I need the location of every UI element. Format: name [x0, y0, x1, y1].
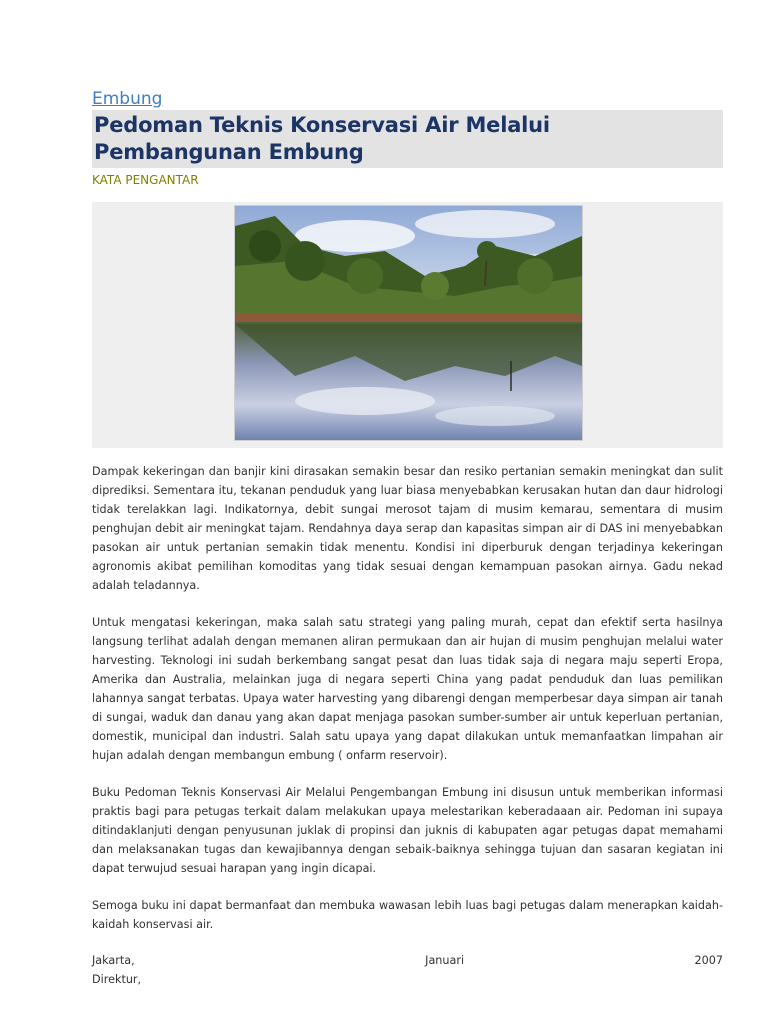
signature-city: Jakarta,	[92, 954, 135, 967]
photo-frame	[92, 202, 723, 448]
paragraph-3: Buku Pedoman Teknis Konservasi Air Melalui Pengembangan Embung ini disusun untuk memberikan informasi praktis bagi para petugas terkait dalam melakukan upaya melestarikan keberadaaan air. Pedoman ini supaya ditindaklanjuti dengan penyusunan juklak di propinsi dan juknis di kabupaten agar petugas dapat memahami dan melaksanakan tugas dan kewajibannya dengan sebaik-baiknya sehingga tujuan dan sasaran kegiatan ini dapat terwujud sesuai harapan yang ingin dicapai.	[92, 786, 723, 875]
section-label: KATA PENGANTAR	[92, 173, 199, 187]
document-page	[92, 86, 723, 989]
title-box	[92, 110, 723, 168]
body-text	[92, 462, 723, 934]
reservoir-image	[235, 206, 582, 440]
signature-role: Direktur,	[92, 973, 142, 986]
category-link[interactable]: Embung	[92, 89, 163, 109]
paragraph-1: Dampak kekeringan dan banjir kini dirasakan semakin besar dan resiko pertanian semakin meningkat dan sulit diprediksi. Sementara itu, tekanan penduduk yang luar biasa menyebabkan kerusakan hutan dan daur hidrologi tidak terelakkan lagi. Indikatornya, debit sungai merosot tajam di musim kemarau, sementara di musim penghujan debit air meningkat tajam. Rendahnya daya serap dan kapasitas simpan air di DAS ini menyebabkan pasokan air untuk pertanian semakin tidak menentu. Kondisi ini diperburuk dengan terjadinya kekeringan agronomis akibat pemilihan komoditas yang tidak sesuai dengan kemampuan pasokan airnya. Gadu nekad adalah teladannya.	[92, 465, 723, 592]
paragraph-4: Semoga buku ini dapat bermanfaat dan membuka wawasan lebih luas bagi petugas dalam menerapkan kaidah-kaidah konservasi air.	[92, 899, 723, 931]
paragraph-2: Untuk mengatasi kekeringan, maka salah satu strategi yang paling murah, cepat dan efektif serta hasilnya langsung terlihat adalah dengan memanen aliran permukaan dan air hujan di musim penghujan melalui water harvesting. Teknologi ini sudah berkembang sangat pesat dan luas tidak saja di negara maju seperti Eropa, Amerika dan Australia, melainkan juga di negara seperti China yang padat penduduk dan luas pemilikan lahannya sangat terbatas. Upaya water harvesting yang dibarengi dengan memperbesar daya simpan air tanah di sungai, waduk dan danau yang akan dapat menjaga pasokan sumber-sumber air untuk keperluan pertanian, domestik, municipal dan industri. Salah satu upaya yang dapat dilakukan untuk memanfaatkan limpahan air hujan adalah dengan membangun embung ( onfarm reservoir).	[92, 616, 723, 762]
signature-month: Januari	[425, 954, 465, 967]
page-title: Pedoman Teknis Konservasi Air Melalui Pembangunan Embung	[94, 113, 550, 164]
signature-year: 2007	[694, 954, 723, 967]
signature-row	[92, 951, 723, 970]
reservoir-photo	[234, 205, 583, 441]
